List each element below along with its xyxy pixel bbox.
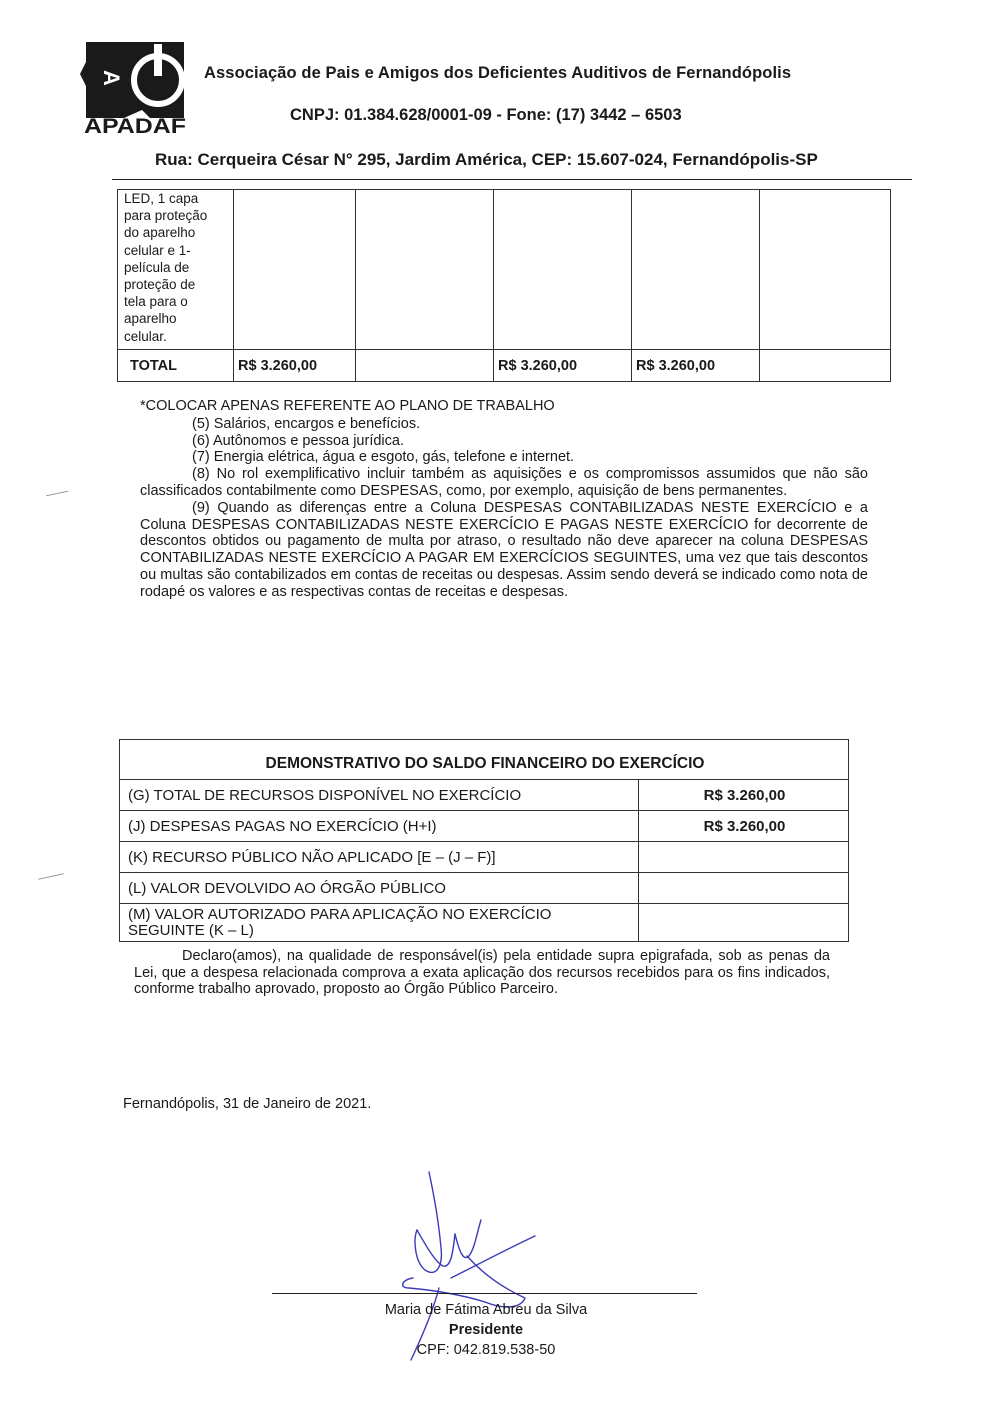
signatory-cpf: CPF: 042.819.538-50 [416,1342,556,1358]
table-row [120,740,849,780]
total-row [118,350,891,382]
total-value [760,350,891,382]
apadaf-logo [80,36,195,136]
items-table [117,189,891,382]
address: Rua: Cerqueira César N° 295, Jardim América, CEP: 15.607-024, Fernandópolis-SP [155,150,818,169]
organization-name: Associação de Pais e Amigos dos Deficientes Auditivos de Fernandópolis [204,64,792,82]
table-cell [632,190,760,350]
saldo-value [639,873,849,904]
item-description-line: celular e 1- [124,242,191,258]
table-row [120,873,849,904]
total-value: R$ 3.260,00 [632,350,760,382]
saldo-table [119,739,849,942]
signatory-name: Maria de Fátima Abreu da Silva [384,1302,588,1318]
total-value [356,350,494,382]
note-6: (6) Autônomos e pessoa jurídica. [192,432,404,449]
table-cell [356,190,494,350]
item-description-line: aparelho [124,311,177,327]
item-description-line: para proteção [124,208,208,224]
saldo-value: R$ 3.260,00 [639,811,849,842]
note-9: (9) Quando as diferenças entre a Coluna DESPESAS CONTABILIZADAS NESTE EXERCÍCIO e a Coluna DESPESAS CONTABILIZADAS NESTE EXERCÍCIO E PAGAS NESTE EXERCÍCIO for decorrente de descontos obtidos ou pagamento de multa por atraso, o resultado não deve aparecer na coluna DESPESAS CONTABILIZADAS NESTE EXERCÍCIO A PAGAR EM EXERCÍCIOS SEGUINTES, uma vez que tais descontos ou multas são contabilizados em contas de receitas ou despesas. Assim sendo deverá se indicado como nota de rodapé os valores e as respectivas contas de receitas e despesas. [140,499,868,600]
saldo-value: R$ 3.260,00 [639,780,849,811]
item-description-line: celular. [124,328,167,344]
table-cell [760,190,891,350]
declaration-text: Declaro(amos), na qualidade de responsável(is) pela entidade supra epigrafada, sob as penas da Lei, que a despesa relacionada comprova a exata aplicação dos recursos recebidos para os fins indicados, conforme trabalho aprovado, proposto ao Órgão Público Parceiro. [134,948,830,997]
scan-mark [46,491,68,497]
saldo-table-title: DEMONSTRATIVO DO SALDO FINANCEIRO DO EXERCÍCIO [120,740,849,780]
signatory-role: Presidente [448,1322,524,1338]
total-value: R$ 3.260,00 [494,350,632,382]
svg-text:A: A [99,70,124,86]
saldo-label: (M) VALOR AUTORIZADO PARA APLICAÇÃO NO EXERCÍCIO SEGUINTE (K – L) [120,904,639,942]
notes-section [140,398,868,601]
note-7: (7) Energia elétrica, água e esgoto, gás, telefone e internet. [192,449,575,466]
total-value: R$ 3.260,00 [234,350,356,382]
saldo-value [639,842,849,873]
scan-mark [38,873,64,879]
header-divider [112,179,912,180]
table-cell [494,190,632,350]
item-description-line: LED, 1 capa [124,191,199,206]
saldo-label: (G) TOTAL DE RECURSOS DISPONÍVEL NO EXERCÍCIO [120,780,639,811]
note-5: (5) Salários, encargos e benefícios. [192,415,421,432]
place-date: Fernandópolis, 31 de Janeiro de 2021. [123,1096,372,1112]
cnpj-phone: CNPJ: 01.384.628/0001-09 - Fone: (17) 3442 – 6503 [290,106,682,124]
table-row [120,842,849,873]
notes-heading: *COLOCAR APENAS REFERENTE AO PLANO DE TRABALHO [140,398,555,414]
handwritten-signature [395,1170,555,1370]
saldo-value [639,904,849,942]
item-description-line: do aparelho [124,225,196,241]
logo-wordmark: APADAF [84,115,187,136]
note-8: (8) No rol exemplificativo incluir também as aquisições e os compromissos assumidos que não são classificados contabilmente como DESPESAS, como, por exemplo, aquisição de bens permanentes. [140,466,868,499]
table-row [120,780,849,811]
table-row [120,904,849,942]
table-cell [234,190,356,350]
item-description-line: proteção de [124,277,196,293]
total-label: TOTAL [118,350,234,382]
item-description-line: película de [124,259,190,275]
saldo-label: (L) VALOR DEVOLVIDO AO ÓRGÃO PÚBLICO [120,873,639,904]
signature-line [272,1293,697,1294]
table-row [120,811,849,842]
saldo-label: (J) DESPESAS PAGAS NO EXERCÍCIO (H+I) [120,811,639,842]
item-description-line: tela para o [124,294,188,310]
item-description-cell [118,190,234,350]
saldo-label: (K) RECURSO PÚBLICO NÃO APLICADO [E – (J – F)] [120,842,639,873]
table-row [118,190,891,350]
